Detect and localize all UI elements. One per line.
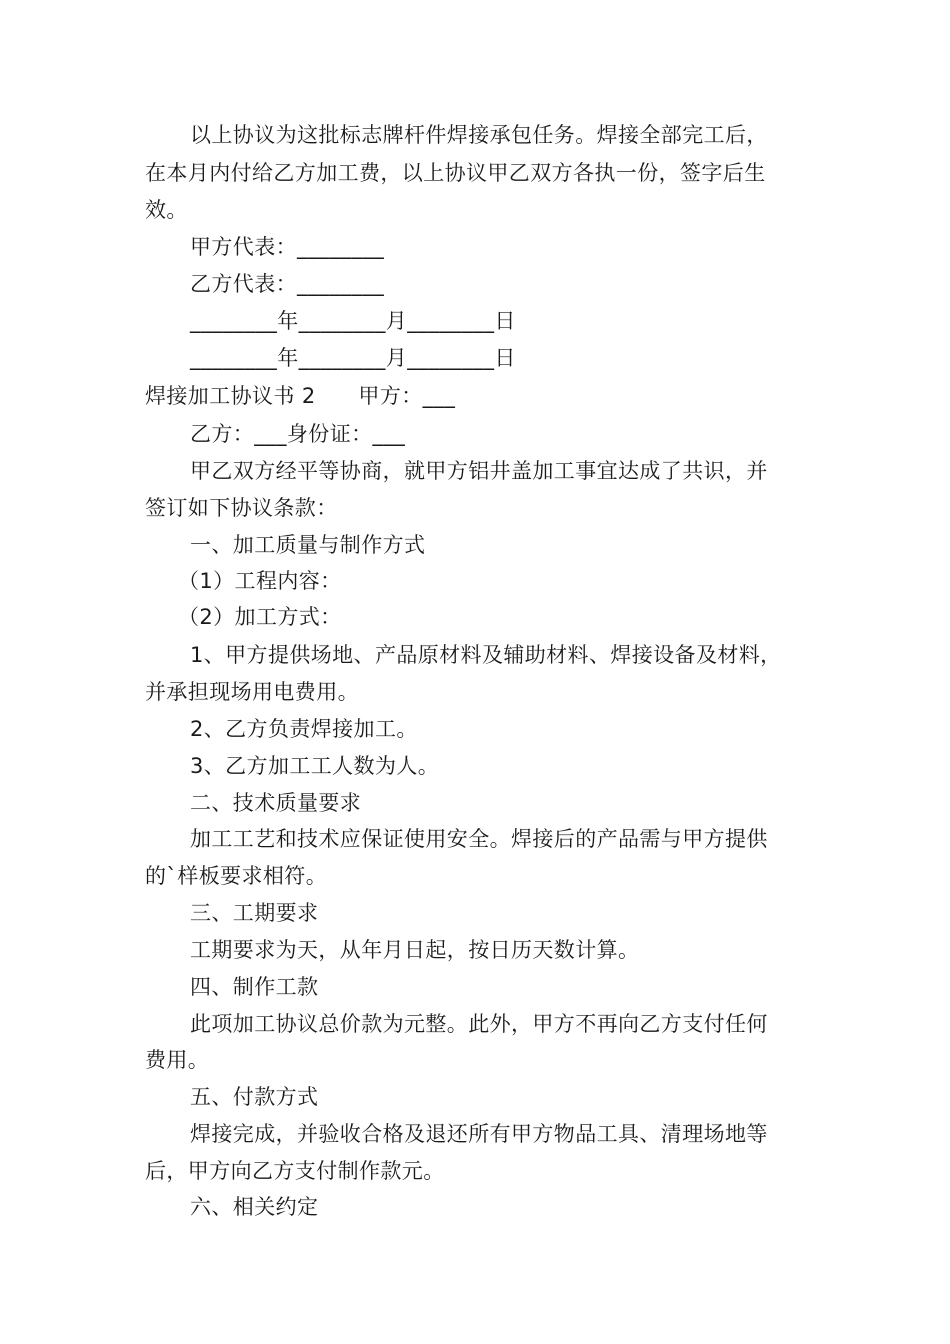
date-line: ________年________月________日 xyxy=(190,346,516,370)
agreement-heading: 焊接加工协议书 2 甲方：___ xyxy=(145,384,456,408)
party-b-representative-line: 乙方代表：________ xyxy=(190,272,385,296)
section-heading: 六、相关约定 xyxy=(190,1195,319,1219)
paragraph-line: 后，甲方向乙方支付制作款元。 xyxy=(145,1159,445,1183)
paragraph-line: 并承担现场用电费用。 xyxy=(145,680,359,704)
paragraph-line: 工期要求为天，从年月日起，按日历天数计算。 xyxy=(190,938,640,962)
paragraph-line: 此项加工协议总价款为元整。此外，甲方不再向乙方支付任何 xyxy=(190,1012,768,1036)
list-item: 3、乙方加工工人数为人。 xyxy=(190,754,440,778)
list-item: （1）工程内容： xyxy=(178,569,342,593)
list-item: 2、乙方负责焊接加工。 xyxy=(190,717,418,741)
list-item: 1、甲方提供场地、产品原材料及辅助材料、焊接设备及材料， xyxy=(190,643,782,667)
section-heading: 一、加工质量与制作方式 xyxy=(190,533,426,557)
paragraph-line: 签订如下协议条款： xyxy=(145,496,338,520)
paragraph-line: 费用。 xyxy=(145,1048,210,1072)
list-item: （2）加工方式： xyxy=(178,605,342,629)
paragraph-line: 在本月内付给乙方加工费，以上协议甲乙双方各执一份，签字后生 xyxy=(145,161,766,185)
section-heading: 二、技术质量要求 xyxy=(190,791,362,815)
date-line: ________年________月________日 xyxy=(190,309,516,333)
section-heading: 三、工期要求 xyxy=(190,901,319,925)
paragraph-line: 效。 xyxy=(145,198,188,222)
paragraph-line: 焊接完成，并验收合格及退还所有甲方物品工具、清理场地等 xyxy=(190,1122,768,1146)
party-a-representative-line: 甲方代表：________ xyxy=(190,235,385,259)
paragraph-line: 以上协议为这批标志牌杆件焊接承包任务。焊接全部完工后， xyxy=(190,123,768,147)
paragraph-line: 甲乙双方经平等协商，就甲方铝井盖加工事宜达成了共识，并 xyxy=(190,459,768,483)
paragraph-line: 加工工艺和技术应保证使用安全。焊接后的产品需与甲方提供 xyxy=(190,827,768,851)
party-b-id-line: 乙方：___身份证：___ xyxy=(190,422,406,446)
section-heading: 五、付款方式 xyxy=(190,1085,319,1109)
paragraph-line: 的`样板要求相符。 xyxy=(145,864,328,888)
section-heading: 四、制作工款 xyxy=(190,975,319,999)
